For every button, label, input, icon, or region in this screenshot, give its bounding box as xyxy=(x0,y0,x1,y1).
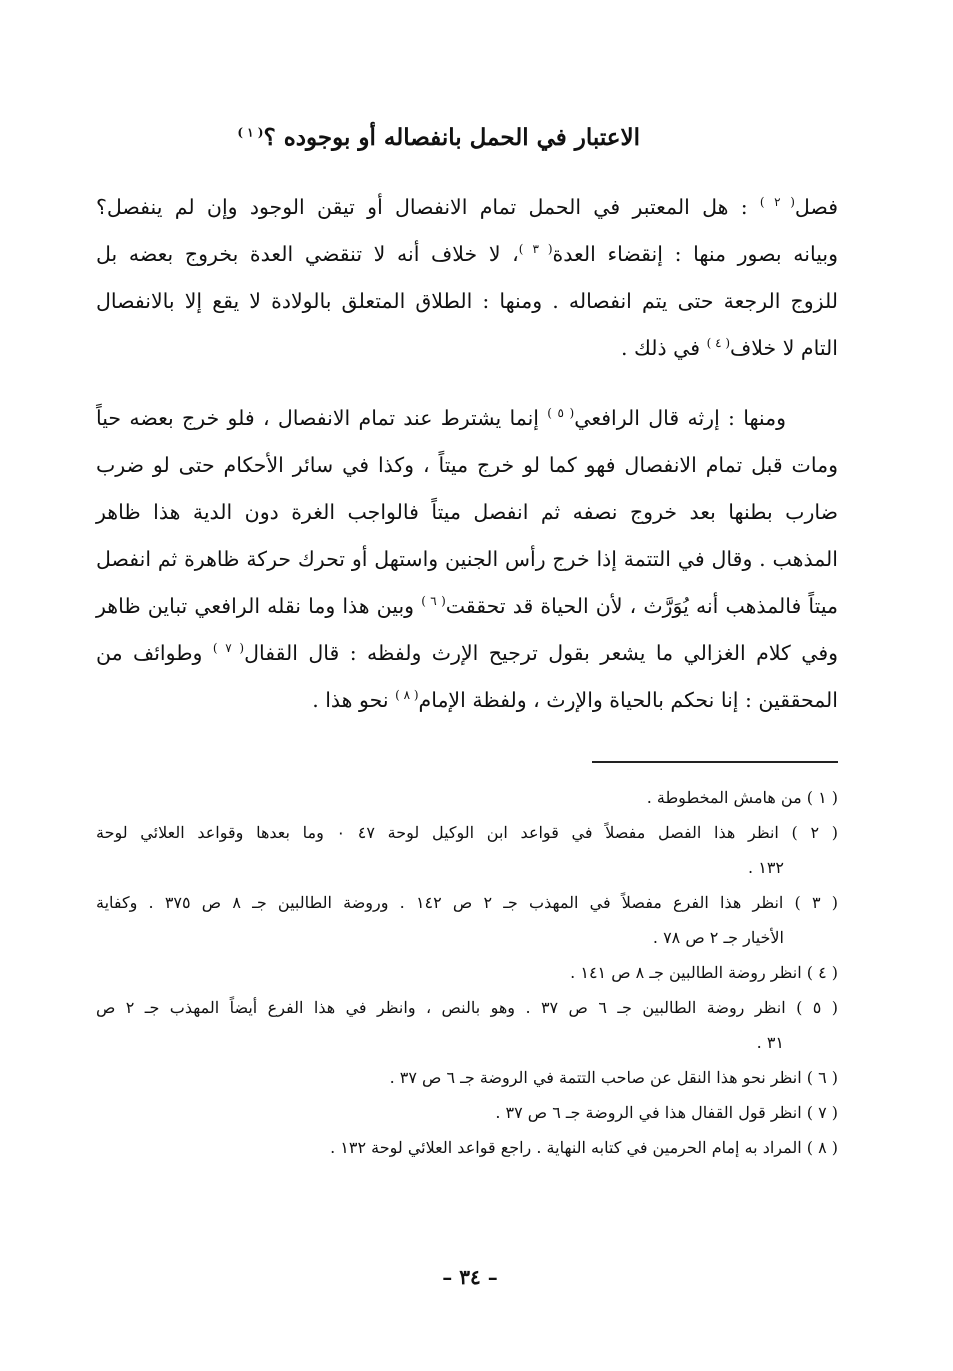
footnote-4: ( ٤ ) انظر روضة الطالبين جـ ٨ ص ١٤١ . xyxy=(570,963,838,982)
section-title xyxy=(100,120,640,156)
paragraph-line: المحققين : إنا نحكم بالحياة والإرث ، ولفظة الإمام$^{( ٨ )}$ نحو هذا . xyxy=(312,688,838,712)
footnote-2-continued: ١٣٢ . xyxy=(748,858,784,877)
paragraph-line: ضارب بطنها بعد خروج نصفه ثم انفصل ميتاً فالواجب الغرة دون الدية هذا ظاهر xyxy=(96,500,838,524)
footnote-8: ( ٨ ) المراد به إمام الحرمين في كتابه النهاية . راجع قواعد العلائي لوحة ١٣٢ . xyxy=(330,1138,838,1157)
paragraph-line: ومات قبل تمام الانفصال فهو كما لو خرج ميتاً ، وكذا في سائر الأحكام حتى لو ضرب xyxy=(96,453,838,477)
footnote-ref: ( ٤ ) xyxy=(706,336,731,351)
footnote-ref: ( ٦ ) xyxy=(421,594,446,609)
page-number: – ٣٤ – xyxy=(442,1265,498,1289)
footnote-ref: ( ٥ ) xyxy=(547,406,575,421)
paragraph-line: فصل$^{( ٢ )}$ : هل المعتبر في الحمل تمام الانفصال أو تيقن الوجود وإن لم ينفصل؟ xyxy=(96,195,838,219)
paragraph-line: المذهب . وقال في التتمة إذا خرج رأس الجنين واستهل أو تحرك حركة ظاهرة ثم انفصل xyxy=(96,547,838,571)
footnote-ref: ( ٢ ) xyxy=(759,195,795,210)
footnote-5-continued: ٣١ . xyxy=(756,1033,784,1052)
paragraph-line: التام لا خلاف$^{( ٤ )}$ في ذلك . xyxy=(620,336,838,360)
footnote-3-continued: الأخيار جـ ٢ ص ٧٨ . xyxy=(652,928,784,947)
footnote-6: ( ٦ ) انظر نحو هذا النقل عن صاحب التتمة في الروضة جـ ٦ ص ٣٧ . xyxy=(389,1068,838,1087)
footnote-separator xyxy=(592,761,838,763)
footnote-1: ( ١ ) من هامش المخطوطة . xyxy=(646,788,838,807)
paragraph-line: للزوج الرجعة حتى يتم انفصاله . ومنها : الطلاق المتعلق بالولادة لا يقع إلا بالانفصال xyxy=(96,289,838,313)
footnote-7: ( ٧ ) انظر قول القفال هذا في الروضة جـ ٦ ص ٣٧ . xyxy=(495,1103,838,1122)
footnote-5: ( ٥ ) انظر روضة الطالبين جـ ٦ ص ٣٧ . وهو بالنص ، وانظر في هذا الفرع أيضاً المهذب جـ ٢ ص xyxy=(96,998,839,1017)
paragraph-1 xyxy=(96,184,838,372)
paragraph-line: ومنها : إرثه قال الرافعي$^{( ٥ )}$ إنما يشترط عند تمام الانفصال ، فلو خرج بعضه حياً xyxy=(96,406,786,430)
paragraph-line: وبيانه بصور منها : إنقضاء العدة$^{( ٣ )}$، لا خلاف أنه لا تنقضي العدة بخروج بعضه بل xyxy=(96,242,839,266)
footnote-ref: ( ٨ ) xyxy=(395,688,419,703)
paragraph-line: ميتاً فالمذهب أنه يُوَرَّث ، لأن الحياة قد تحققت$^{( ٦ )}$ وبين هذا وما نقله الرافعي تباين ظاهر xyxy=(96,594,838,618)
footnote-ref: ( ٣ ) xyxy=(518,242,553,257)
footnotes xyxy=(96,780,838,1165)
footnote-3: ( ٣ ) انظر هذا الفرع مفصلاً في المهذب جـ ٢ ص ١٤٢ . وروضة الطالبين جـ ٨ ص ٣٧٥ . وكفاية xyxy=(96,893,839,912)
footnote-ref: ( ١ ) xyxy=(237,125,264,140)
footnote-ref: ( ٧ ) xyxy=(212,641,245,656)
footnote-2: ( ٢ ) انظر هذا الفصل مفصلاً في قواعد ابن الوكيل لوحة ٤٧ ٠ وما بعدها وقواعد العلائي لوحة xyxy=(96,823,839,842)
paragraph-2 xyxy=(96,395,838,724)
section-title-text: الاعتبار في الحمل بانفصاله أو بوجوده ؟ xyxy=(263,124,640,151)
paragraph-line: وفي كلام الغزالي ما يشعر بقول ترجيح الإرث ولفظه : قال القفال$^{( ٧ )}$ وطوائف من xyxy=(96,641,839,665)
